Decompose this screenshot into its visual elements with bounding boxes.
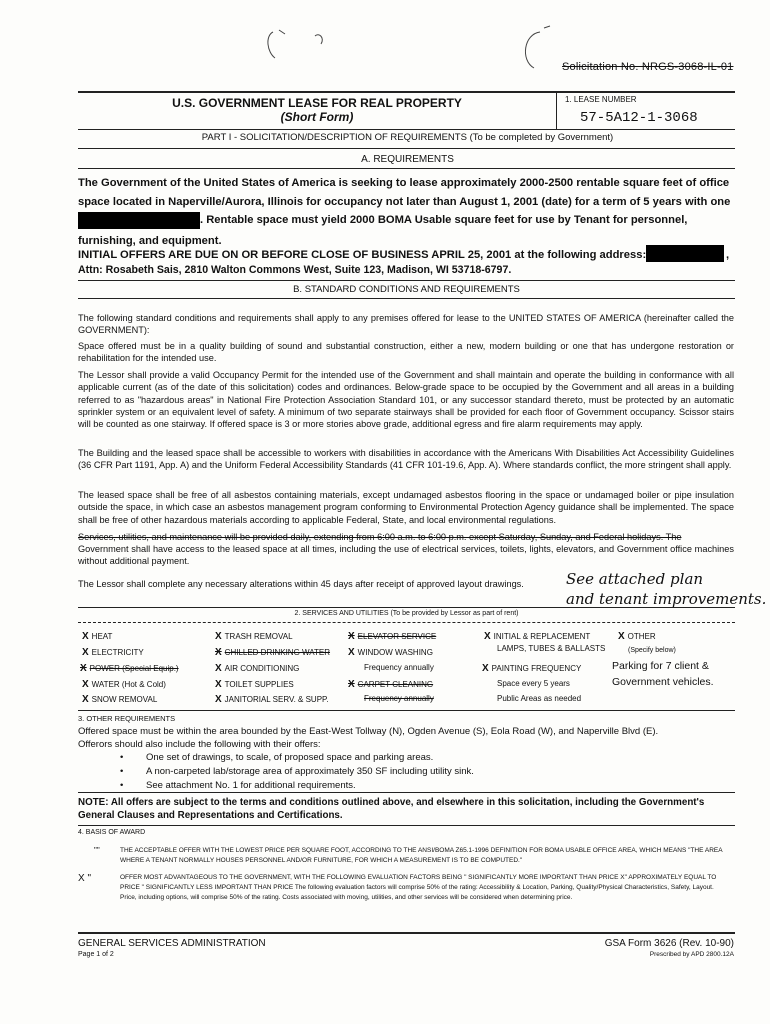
service-item-water: X WATER (Hot & Cold) [82, 679, 166, 690]
other-requirements-line: Offerors should also include the following with their offers: [78, 739, 321, 750]
requirements-line: The Government of the United States of America is seeking to lease approximately 2000-2500 rentable square feet of office [78, 177, 730, 189]
conditions-paragraph: The leased space shall be free of all asbestos containing materials, except undamaged asbestos flooring in the space or undamaged boiler or pipe insulation outside the space, in which case an asbestos management program conforming to Environmental Protection Agency guidance shall be implemented. The space shall be free of other hazardous materials according to applicable Federal, State, and local environmental regulations. [78, 490, 734, 525]
form-subtitle: (Short Form) [280, 110, 354, 124]
service-item-elevator: X ELEVATOR SERVICE [348, 631, 437, 642]
conditions-paragraph: The following standard conditions and requirements shall apply to any premises offered for lease to the UNITED STATES OF AMERICA (hereinafter called the GOVERNMENT): [78, 313, 734, 336]
service-item-other: X OTHER [618, 631, 656, 642]
footer-form-number: GSA Form 3626 (Rev. 10-90) [604, 938, 734, 949]
divider [78, 792, 735, 793]
service-check-mark: X [484, 631, 491, 642]
divider [556, 91, 557, 129]
divider [78, 129, 735, 130]
award-option-lowest-price: THE ACCEPTABLE OFFER WITH THE LOWEST PRICE PER SQUARE FOOT, ACCORDING TO THE ANSI/BOMA Z65.1-1996 DEFINITION FOR BOMA USABLE OFFICE AREA, WHICH MEANS "THE AREA WHERE A TENANT NORMALLY HOUSES PERSONNEL AND/OR FURNITURE, FOR WHICH A MEASUREMENT IS TO BE COMPUTED." [120, 847, 723, 864]
requirements-line-end: , [726, 249, 730, 261]
service-item-trash: X TRASH REMOVAL [215, 631, 293, 642]
service-frequency: Frequency annually [364, 663, 434, 672]
service-item-electricity: X ELECTRICITY [82, 647, 144, 658]
basis-of-award-heading: 4. BASIS OF AWARD [78, 829, 146, 836]
divider [78, 932, 735, 934]
service-check-mark: X [82, 679, 89, 690]
service-other-specify: (Specify below) [628, 647, 676, 654]
service-check-mark: X [215, 679, 222, 690]
handwritten-note: and tenant improvements. [566, 590, 767, 608]
footer-page-number: Page 1 of 2 [78, 951, 114, 958]
service-item-janitorial: X JANITORIAL SERV. & SUPP. [215, 694, 329, 705]
service-check-mark: X [618, 631, 625, 642]
redaction-box [78, 212, 200, 229]
service-item-toilet-supplies: X TOILET SUPPLIES [215, 679, 294, 690]
service-item-window-washing: X WINDOW WASHING [348, 647, 433, 658]
service-painting-public: Public Areas as needed [497, 694, 582, 703]
redaction-box [646, 245, 724, 262]
lease-number-label: 1. LEASE NUMBER [565, 95, 637, 104]
service-check-mark: X [215, 694, 222, 705]
service-painting-space: Space every 5 years [497, 679, 570, 688]
service-frequency: Frequency annually [364, 694, 434, 703]
service-item-heat: X HEAT [82, 631, 113, 642]
service-check-mark: X [215, 631, 222, 642]
requirements-line: . Rentable space must yield 2000 BOMA Usable square feet for use by Tenant for personnel, [200, 214, 688, 226]
services-paragraph: Government shall have access to the leased space at all times, including the use of electrical services, toilets, lights, elevators, and Government office machines without additional payment. [78, 544, 734, 567]
service-check-mark: X [82, 647, 89, 658]
divider [78, 91, 735, 93]
service-item-snow-removal: X SNOW REMOVAL [82, 694, 158, 705]
service-item-power: X POWER (Special Equip.) [80, 663, 179, 674]
service-lamps-detail: LAMPS, TUBES & BALLASTS [497, 644, 606, 653]
handwritten-note: See attached plan [566, 570, 704, 588]
note-paragraph: NOTE: All offers are subject to the terms and conditions outlined above, and elsewhere in this solicitation, including the Government's General Clauses and Representations and Certifications. [78, 797, 705, 821]
lease-number-value: 57-5A12-1-3068 [580, 110, 698, 126]
service-check-mark: X [82, 631, 89, 642]
service-check-mark: X [215, 663, 222, 674]
divider [78, 148, 735, 149]
solicitation-number: Solicitation No. NRGS-3068-IL-01 [562, 61, 734, 73]
attention-line: Attn: Rosabeth Sais, 2810 Walton Commons West, Suite 123, Madison, WI 53718-6797. [78, 264, 512, 276]
other-requirements-heading: 3. OTHER REQUIREMENTS [78, 714, 176, 723]
service-item-lamps: X INITIAL & REPLACEMENT [484, 631, 591, 642]
service-other-handwritten: Parking for 7 client & [612, 660, 709, 672]
service-check-mark: X [348, 647, 355, 658]
footer-agency: GENERAL SERVICES ADMINISTRATION [78, 938, 266, 949]
lease-document-page: Solicitation No. NRGS-3068-IL-01 U.S. GOVERNMENT LEASE FOR REAL PROPERTY (Short Form) 1. LEASE NUMBER 57-5A12-1-3068 PART I - SOLICITATION/DESCRIPTION OF REQUIREMENTS (To be completed by Government) A. REQUIREMENTS The Government of the United States of America is seeking to lease approximately 2000-2500 rentable square feet of office space located in Naperville/Aurora, Illinois for occupancy not later than August 1, 2001 (date) for a term of 5 years with one . Rentable space must yield 2000 BOMA Usable square feet for use by Tenant for personnel, furnishing, and equipment. INITIAL OFFERS ARE DUE ON OR BEFORE CLOSE OF BUSINESS APRIL 25, 2001 at the following address: , Attn: Rosabeth Sais, 2810 Walton Commons West, Suite 123, Madison, WI 53718-6797. B. STANDARD CONDITIONS AND REQUIREMENTS The following standard conditions and requirements shall apply to any premises offered for lease to the UNITED STATES OF AMERICA (hereinafter called the GOVERNMENT): Space offered must be in a quality building of sound and substantial construction, either a new, modern building or one that has undergone restoration or rehabilitation for the intended use. The Lessor shall provide a valid Occupancy Permit for the intended use of the Government and shall maintain and operate the building in conformance with all applicable current (as of the date of this solicitation) codes and ordinances. Below-grade space to be occupied by the Government and all areas in a building referred to as "hazardous areas" in National Fire Protection Association Standard 101, or any successor standard thereto, must be protected by an automatic sprinkler system or an equivalent level of safety. A minimum of two separate stairways shall be provided for each floor of Government occupancy. Scissor stairs will be counted as one stairway. If offered space is 3 or more stories above grade, additional egress and fire alarm requirements may apply. The Building and the leased space shall be accessible to workers with disabilities in accordance with the Americans With Disabilities Act Accessibility Guidelines (36 CFR Part 1191, App. A) and the Uniform Federal Accessibility Standards (41 CFR 101-19.6, App. A). Where standards conflict, the more stringent shall apply. The leased space shall be free of all asbestos containing materials, except undamaged asbestos flooring in the space or undamaged boiler or pipe insulation outside the space, in which case an asbestos management program conforming to Environmental Protection Agency guidance shall be implemented. The space shall be free of other hazardous materials according to applicable Federal, State, and local environmental regulations. Services, utilities, and maintenance will be provided daily, extending from 6:00 a.m. to 6:00 p.m. except Saturday, Sunday, and Federal holidays. The Government shall have access to the leased space at all times, including the use of electrical services, toilets, lights, elevators, and Government office machines without additional payment. The Lessor shall complete any necessary alterations within 45 days after receipt of approved layout drawings. See attached plan and tenant improvements. 2. SERVICES AND UTILITIES (To be provided by Lessor as part of rent) X HEAT X ELECTRICITY X POWER (Special Equip.) X WATER (Hot & Cold) X SNOW REMOVAL X TRASH REMOVAL X CHILLED DRINKING WATER X AIR CONDITIONING X TOILET SUPPLIES X JANITORIAL SERV. & SUPP. X ELEVATOR SERVICE X WINDOW WASHING Frequency annually X CARPET CLEANING Frequency annually X INITIAL & REPLACEMENT LAMPS, TUBES & BALLASTS X PAINTING FREQUENCY Space every 5 years Public Areas as needed X OTHER (Specify below) Parking for 7 client & Government vehicles. 3. OTHER REQUIREMENTS Offered space must be within the area bounded by the East-West Tollway (N), Ogden Avenue (S), Eola Road (W), and Naperville Blvd (E). Offerors should also include the following with their offers: • One set of drawings, to scale, of proposed space and parking areas. • A non-carpeted lab/storage area of approximately 350 SF including utility sink. • See attachment No. 1 for additional requirements. NOTE: All offers are subject to the terms and conditions outlined above, and elsewhere in this solicitation, including the Government's General Clauses and Representations and Certifications. 4. BASIS OF AWARD "" THE ACCEPTABLE OFFER WITH THE LOWEST PRICE PER SQUARE FOOT, ACCORDING TO THE ANSI/BOMA Z65.1-1996 DEFINITION FOR BOMA USABLE OFFICE AREA, WHICH MEANS "THE AREA WHERE A TENANT NORMALLY HOUSES PERSONNEL AND/OR FURNITURE, FOR WHICH A MEASUREMENT IS TO BE COMPUTED." X " OFFER MOST ADVANTAGEOUS TO THE GOVERNMENT, WITH THE FOLLOWING EVALUATION FACTORS BEING " SIGNIFICANTLY MORE IMPORTANT THAN PRICE X" APPROXIMATELY EQUAL TO PRICE " SIGNIFICANTLY LESS IMPORTANT THAN PRICE The following evaluation factors will comprise 50% of the rating: Accessibility & Location, Parking, Quality/Physical Characteristics, Safety, Layout. Price, including options, will comprise 50% of the rating. Costs associated with moving, utilities, and other services will be considered when determining price. GENERAL SERVICES ADMINISTRATION Page 1 of 2 GSA Form 3626 (Rev. 10-90) Prescribed by APD 2800.12A [0, 0, 770, 1024]
service-check-mark: X [482, 663, 489, 674]
divider [78, 280, 735, 281]
service-check-mark: X [80, 663, 87, 674]
award-option-mark: "" [94, 846, 100, 855]
service-check-mark: X [348, 631, 355, 642]
divider [78, 710, 735, 711]
section-a-heading: A. REQUIREMENTS [361, 154, 454, 165]
offers-due-line: INITIAL OFFERS ARE DUE ON OR BEFORE CLOSE OF BUSINESS APRIL 25, 2001 at the following address: [78, 249, 647, 261]
divider [78, 298, 735, 299]
conditions-paragraph: The Building and the leased space shall be accessible to workers with disabilities in accordance with the Americans With Disabilities Act Accessibility Guidelines (36 CFR Part 1191, App. A) and the Uniform Federal Accessibility Standards (41 CFR 101-19.6, App. A). Where standards conflict, the more stringent shall apply. [78, 448, 734, 471]
conditions-paragraph: The Lessor shall provide a valid Occupancy Permit for the intended use of the Government and shall maintain and operate the building in conformance with all applicable current (as of the date of this solicitation) codes and ordinances. Below-grade space to be occupied by the Government and all areas in a building referred to as "hazardous areas" in National Fire Protection Association Standard 101, or any successor standard thereto, must be protected by an automatic sprinkler system or an equivalent level of safety. A minimum of two separate stairways shall be provided for each floor of Government occupancy. Scissor stairs will be counted as one stairway. If offered space is 3 or more stories above grade, additional egress and fire alarm requirements may apply. [78, 370, 734, 430]
divider [78, 622, 735, 623]
divider [78, 825, 735, 826]
service-check-mark: X [215, 647, 222, 658]
award-option-best-value: OFFER MOST ADVANTAGEOUS TO THE GOVERNMENT, WITH THE FOLLOWING EVALUATION FACTORS BEING " SIGNIFICANTLY MORE IMPORTANT THAN PRICE X" APPROXIMATELY EQUAL TO PRICE " SIGNIFICANTLY LESS IMPORTANT THAN PRICE The following evaluation factors will comprise 50% of the rating: Accessibility & Location, Parking, Quality/Physical Characteristics, Safety, Layout. Price, including options, will comprise 50% of the rating. Costs associated with moving, utilities, and other services will be considered when determining price. [120, 874, 717, 901]
footer-prescribed-by: Prescribed by APD 2800.12A [649, 951, 734, 958]
handwritten-scribble-mark [500, 22, 570, 82]
services-heading: 2. SERVICES AND UTILITIES (To be provided by Lessor as part of rent) [294, 610, 519, 617]
service-check-mark: X [348, 679, 355, 690]
service-item-painting: X PAINTING FREQUENCY [482, 663, 582, 674]
services-paragraph-struck: Services, utilities, and maintenance will be provided daily, extending from 6:00 a.m. to 6:00 p.m. except Saturday, Sunday, and Federal holidays. The [78, 532, 682, 542]
service-item-air-conditioning: X AIR CONDITIONING [215, 663, 300, 674]
section-b-heading: B. STANDARD CONDITIONS AND REQUIREMENTS [293, 284, 520, 295]
part1-heading: PART I - SOLICITATION/DESCRIPTION OF REQUIREMENTS (To be completed by Government) [201, 132, 614, 143]
requirements-line: furnishing, and equipment. [78, 235, 222, 247]
handwritten-scribble-mark [255, 22, 345, 67]
form-title: U.S. GOVERNMENT LEASE FOR REAL PROPERTY [172, 96, 462, 110]
other-requirements-line: Offered space must be within the area bounded by the East-West Tollway (N), Ogden Avenue (S), Eola Road (W), and Naperville Blvd (E). [78, 726, 659, 737]
conditions-paragraph: Space offered must be in a quality building of sound and substantial construction, either a new, modern building or one that has undergone restoration or rehabilitation for the intended use. [78, 341, 734, 364]
divider [78, 607, 735, 608]
divider [78, 168, 735, 169]
alterations-paragraph: The Lessor shall complete any necessary alterations within 45 days after receipt of approved layout drawings. [78, 579, 524, 589]
service-item-chilled-water: X CHILLED DRINKING WATER [215, 647, 331, 658]
requirements-line: space located in Naperville/Aurora, Illinois for occupancy not later than August 1, 2001 (date) for a term of 5 years with one [78, 196, 731, 208]
award-option-mark: X " [78, 873, 91, 884]
service-item-carpet-cleaning: X CARPET CLEANING [348, 679, 434, 690]
service-check-mark: X [82, 694, 89, 705]
service-other-handwritten: Government vehicles. [612, 676, 714, 688]
